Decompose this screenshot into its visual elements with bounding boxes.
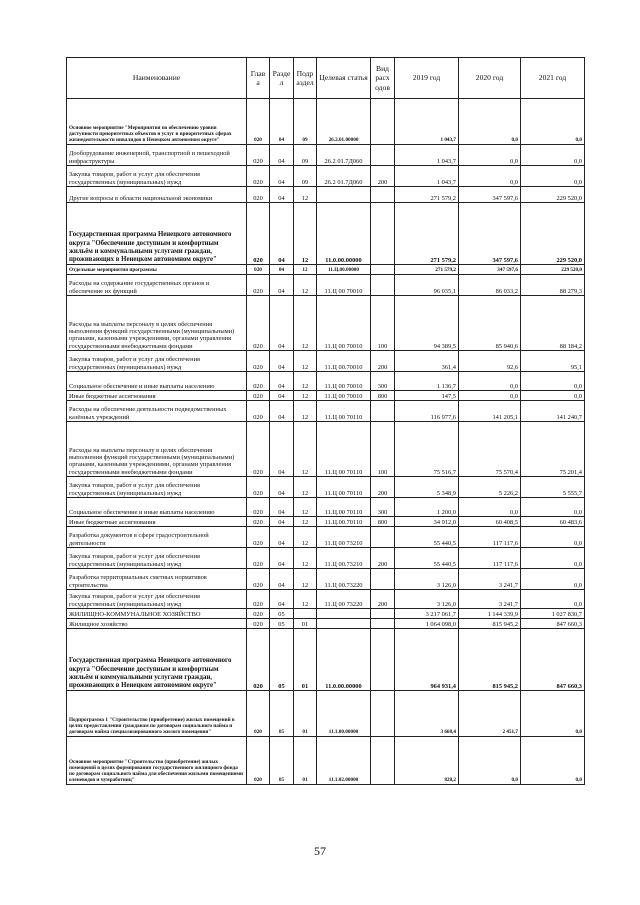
row-value-2021: 847 660,3 bbox=[521, 629, 585, 691]
row-value-2019: 55 440,5 bbox=[395, 527, 459, 548]
row-value-2021: 0,0 bbox=[521, 569, 585, 590]
row-razdel: 04 bbox=[270, 477, 294, 498]
row-podrazdel: 12 bbox=[294, 477, 317, 498]
row-value-2020: 3 241,7 bbox=[459, 590, 521, 609]
row-podrazdel: 01 bbox=[294, 691, 317, 737]
row-razdel: 05 bbox=[270, 629, 294, 691]
row-razdel: 04 bbox=[270, 99, 294, 145]
row-value-2021: 95,1 bbox=[521, 351, 585, 372]
row-podrazdel: 12 bbox=[294, 187, 317, 203]
row-glava: 020 bbox=[247, 422, 270, 477]
row-target-article: 11.Ц 00 70010 bbox=[317, 275, 371, 296]
row-value-2020: 347 597,6 bbox=[459, 187, 521, 203]
row-value-2019: 361,4 bbox=[395, 351, 459, 372]
table-row bbox=[67, 391, 585, 401]
row-expense-type bbox=[371, 99, 395, 145]
row-value-2020: 347 597,6 bbox=[459, 203, 521, 265]
row-name: Закупка товаров, работ и услуг для обеспечения государственных (муниципальных) нужд bbox=[67, 166, 247, 187]
row-value-2019: 96 035,1 bbox=[395, 275, 459, 296]
table-row bbox=[67, 609, 585, 619]
table-row bbox=[67, 351, 585, 372]
row-expense-type bbox=[371, 145, 395, 166]
row-value-2020: 86 033,2 bbox=[459, 275, 521, 296]
table-row bbox=[67, 401, 585, 422]
row-razdel: 04 bbox=[270, 296, 294, 351]
row-podrazdel bbox=[294, 609, 317, 619]
row-value-2019: 1 136,7 bbox=[395, 372, 459, 391]
row-razdel: 05 bbox=[270, 609, 294, 619]
row-target-article bbox=[317, 187, 371, 203]
row-expense-type: 300 bbox=[371, 372, 395, 391]
table-row bbox=[67, 145, 585, 166]
row-podrazdel: 12 bbox=[294, 517, 317, 527]
table-row bbox=[67, 187, 585, 203]
header-year-2020: 2020 год bbox=[459, 58, 521, 99]
row-value-2020: 815 945,2 bbox=[459, 619, 521, 629]
row-razdel: 04 bbox=[270, 187, 294, 203]
row-target-article: 11.Ц.00.00000 bbox=[317, 265, 371, 275]
row-target-article: 11.Ц 00.70010 bbox=[317, 351, 371, 372]
row-value-2019: 3 217 061,7 bbox=[395, 609, 459, 619]
row-glava: 020 bbox=[247, 265, 270, 275]
row-value-2020: 0,0 bbox=[459, 99, 521, 145]
row-podrazdel: 01 bbox=[294, 619, 317, 629]
table-row bbox=[67, 619, 585, 629]
row-glava: 020 bbox=[247, 391, 270, 401]
row-value-2019: 1 043,7 bbox=[395, 99, 459, 145]
row-podrazdel: 12 bbox=[294, 569, 317, 590]
budget-table bbox=[66, 57, 585, 785]
row-target-article: 11.Ц 00 70110 bbox=[317, 477, 371, 498]
row-name: Закупка товаров, работ и услуг для обеспечения государственных (муниципальных) нужд bbox=[67, 477, 247, 498]
row-podrazdel: 12 bbox=[294, 296, 317, 351]
header-expense-type: Вид расх одов bbox=[371, 58, 395, 99]
row-expense-type bbox=[371, 203, 395, 265]
row-glava: 020 bbox=[247, 275, 270, 296]
row-value-2021: 229 520,0 bbox=[521, 265, 585, 275]
table-row bbox=[67, 166, 585, 187]
row-razdel: 05 bbox=[270, 737, 294, 785]
row-value-2020: 815 945,2 bbox=[459, 629, 521, 691]
row-razdel: 04 bbox=[270, 498, 294, 517]
row-target-article: 11.Ц.00 70110 bbox=[317, 498, 371, 517]
row-value-2019: 34 912,0 bbox=[395, 517, 459, 527]
row-expense-type bbox=[371, 187, 395, 203]
row-podrazdel: 12 bbox=[294, 265, 317, 275]
row-podrazdel: 12 bbox=[294, 275, 317, 296]
row-value-2019: 1 064 098,0 bbox=[395, 619, 459, 629]
row-podrazdel: 01 bbox=[294, 737, 317, 785]
row-target-article: 11.Ц 00 70110 bbox=[317, 422, 371, 477]
row-name: Жилищное хозяйство bbox=[67, 619, 247, 629]
table-header-row bbox=[67, 58, 585, 99]
row-value-2021: 0,0 bbox=[521, 391, 585, 401]
row-value-2021: 0,0 bbox=[521, 99, 585, 145]
row-razdel: 04 bbox=[270, 265, 294, 275]
row-name: Закупка товаров, работ и услуг для обеспечения государственных (муниципальных) нужд bbox=[67, 548, 247, 569]
row-value-2019: 55 440,5 bbox=[395, 548, 459, 569]
row-value-2021: 88 279,3 bbox=[521, 275, 585, 296]
row-value-2020: 117 117,6 bbox=[459, 548, 521, 569]
row-value-2021: 1 027 830,7 bbox=[521, 609, 585, 619]
row-razdel: 05 bbox=[270, 619, 294, 629]
row-podrazdel: 09 bbox=[294, 99, 317, 145]
table-row bbox=[67, 203, 585, 265]
row-podrazdel: 09 bbox=[294, 145, 317, 166]
row-name: Расходы на выплаты персоналу в целях обеспечения выполнения функций государственными (муниципальными) органами, казенными учреждениями, органами управления государственными внебюджетными фондами bbox=[67, 296, 247, 351]
row-target-article: 11.Ц 00 70110 bbox=[317, 401, 371, 422]
row-glava: 020 bbox=[247, 351, 270, 372]
row-expense-type bbox=[371, 691, 395, 737]
row-razdel: 04 bbox=[270, 401, 294, 422]
row-glava: 020 bbox=[247, 498, 270, 517]
row-glava: 020 bbox=[247, 569, 270, 590]
row-expense-type bbox=[371, 275, 395, 296]
row-value-2021: 229 520,0 bbox=[521, 187, 585, 203]
row-expense-type: 300 bbox=[371, 498, 395, 517]
row-value-2019: 271 579,2 bbox=[395, 203, 459, 265]
row-value-2019: 1 043,7 bbox=[395, 145, 459, 166]
row-razdel: 04 bbox=[270, 351, 294, 372]
row-name: Подпрограмма 1 "Строительство (приобретение) жилых помещений в целях предоставления гражданам по договорам социального найма и договорам найма специализированного жилого помещения" bbox=[67, 691, 247, 737]
table-row bbox=[67, 590, 585, 609]
row-value-2020: 0,0 bbox=[459, 145, 521, 166]
row-target-article: 26.2.01.00000 bbox=[317, 99, 371, 145]
row-name: Социальное обеспечение и иные выплаты населению bbox=[67, 498, 247, 517]
row-target-article: 26.2 01.7Д060 bbox=[317, 166, 371, 187]
row-value-2019: 94 389,5 bbox=[395, 296, 459, 351]
row-glava: 020 bbox=[247, 372, 270, 391]
row-value-2019: 1 200,0 bbox=[395, 498, 459, 517]
row-glava: 020 bbox=[247, 517, 270, 527]
row-glava: 020 bbox=[247, 590, 270, 609]
row-value-2021: 0,0 bbox=[521, 145, 585, 166]
row-glava: 020 bbox=[247, 619, 270, 629]
row-value-2019: 271 579,2 bbox=[395, 265, 459, 275]
row-glava: 020 bbox=[247, 548, 270, 569]
row-expense-type bbox=[371, 569, 395, 590]
row-name: Расходы на содержание государственных органов и обеспечение их функций bbox=[67, 275, 247, 296]
row-name: Иные бюджетные ассигнования bbox=[67, 391, 247, 401]
table-row bbox=[67, 296, 585, 351]
row-value-2020: 60 408,5 bbox=[459, 517, 521, 527]
row-podrazdel: 12 bbox=[294, 548, 317, 569]
row-expense-type: 200 bbox=[371, 548, 395, 569]
row-name: Иные бюджетные ассигнования bbox=[67, 517, 247, 527]
row-value-2021: 75 201,4 bbox=[521, 422, 585, 477]
row-target-article: 11.0.00.00000 bbox=[317, 629, 371, 691]
row-glava: 020 bbox=[247, 527, 270, 548]
row-razdel: 04 bbox=[270, 527, 294, 548]
header-year-2019: 2019 год bbox=[395, 58, 459, 99]
row-podrazdel: 01 bbox=[294, 629, 317, 691]
table-row bbox=[67, 629, 585, 691]
row-value-2020: 0,0 bbox=[459, 498, 521, 517]
row-expense-type: 200 bbox=[371, 590, 395, 609]
row-glava: 020 bbox=[247, 477, 270, 498]
row-value-2020: 0,0 bbox=[459, 166, 521, 187]
table-row bbox=[67, 372, 585, 391]
table-row bbox=[67, 548, 585, 569]
row-target-article: 11.Ц 00 70010 bbox=[317, 372, 371, 391]
row-razdel: 04 bbox=[270, 372, 294, 391]
row-expense-type bbox=[371, 609, 395, 619]
row-expense-type: 100 bbox=[371, 296, 395, 351]
table-row bbox=[67, 422, 585, 477]
row-value-2021: 0,0 bbox=[521, 166, 585, 187]
row-value-2020: 92,6 bbox=[459, 351, 521, 372]
row-value-2021: 0,0 bbox=[521, 737, 585, 785]
row-name: Расходы на выплаты персоналу в целях обеспечения выполнения функций государственными (муниципальными) органами, казенными учреждениями, органами управления государственными внебюджетными фондами bbox=[67, 422, 247, 477]
row-expense-type bbox=[371, 737, 395, 785]
row-expense-type: 200 bbox=[371, 477, 395, 498]
row-value-2021: 5 555,7 bbox=[521, 477, 585, 498]
row-expense-type: 800 bbox=[371, 391, 395, 401]
row-name: Государственная программа Ненецкого автономного округа "Обеспечение доступным и комфортным жильём и коммунальными услугами граждан, проживающих в Ненецком автономном округе" bbox=[67, 629, 247, 691]
row-glava: 020 bbox=[247, 629, 270, 691]
row-value-2020: 2 451,7 bbox=[459, 691, 521, 737]
row-podrazdel: 12 bbox=[294, 401, 317, 422]
row-name: Разработка документов в сфере градостроительной деятельности bbox=[67, 527, 247, 548]
row-value-2020: 347 597,6 bbox=[459, 265, 521, 275]
row-razdel: 04 bbox=[270, 203, 294, 265]
row-podrazdel: 12 bbox=[294, 203, 317, 265]
row-value-2021: 0,0 bbox=[521, 691, 585, 737]
row-value-2021: 847 660,3 bbox=[521, 619, 585, 629]
table-row bbox=[67, 498, 585, 517]
row-podrazdel: 12 bbox=[294, 351, 317, 372]
header-name: Наименование bbox=[67, 58, 247, 99]
row-value-2021: 60 483,6 bbox=[521, 517, 585, 527]
row-glava: 020 bbox=[247, 609, 270, 619]
row-target-article bbox=[317, 609, 371, 619]
row-value-2021: 141 240,7 bbox=[521, 401, 585, 422]
row-glava: 020 bbox=[247, 99, 270, 145]
row-razdel: 04 bbox=[270, 548, 294, 569]
row-name: ЖИЛИЩНО-КОММУНАЛЬНОЕ ХОЗЯЙСТВО bbox=[67, 609, 247, 619]
row-value-2019: 828,2 bbox=[395, 737, 459, 785]
row-value-2020: 0,0 bbox=[459, 372, 521, 391]
row-value-2021: 0,0 bbox=[521, 498, 585, 517]
row-glava: 020 bbox=[247, 203, 270, 265]
row-expense-type bbox=[371, 401, 395, 422]
table-row bbox=[67, 99, 585, 145]
table-row bbox=[67, 569, 585, 590]
row-podrazdel: 12 bbox=[294, 590, 317, 609]
row-razdel: 04 bbox=[270, 569, 294, 590]
row-razdel: 04 bbox=[270, 166, 294, 187]
table-row bbox=[67, 517, 585, 527]
row-razdel: 04 bbox=[270, 590, 294, 609]
row-value-2019: 3 668,4 bbox=[395, 691, 459, 737]
row-target-article: 26.2 01.7Д060 bbox=[317, 145, 371, 166]
row-name: Другие вопросы в области национальной экономики bbox=[67, 187, 247, 203]
header-target-article: Целевая статья bbox=[317, 58, 371, 99]
row-target-article: 11.1.02.00000 bbox=[317, 737, 371, 785]
table-body bbox=[67, 99, 585, 785]
row-target-article: 11.0.00.00000 bbox=[317, 203, 371, 265]
page-number: 57 bbox=[314, 844, 326, 858]
row-glava: 020 bbox=[247, 401, 270, 422]
row-value-2019: 1 043,7 bbox=[395, 166, 459, 187]
row-name: Основное мероприятие "Мероприятия по обеспечению уровня доступности приоритетных объектов и услуг в приоритетных сферах жизнедеятельности инвалидов в Ненецком автономном округе" bbox=[67, 99, 247, 145]
row-name: Социальное обеспечение и иные выплаты населению bbox=[67, 372, 247, 391]
row-value-2020: 0,0 bbox=[459, 737, 521, 785]
row-razdel: 04 bbox=[270, 275, 294, 296]
row-podrazdel: 12 bbox=[294, 372, 317, 391]
row-expense-type: 200 bbox=[371, 351, 395, 372]
row-value-2020: 3 241,7 bbox=[459, 569, 521, 590]
row-expense-type: 100 bbox=[371, 422, 395, 477]
budget-sheet bbox=[66, 57, 584, 785]
row-glava: 020 bbox=[247, 737, 270, 785]
row-value-2019: 3 126,0 bbox=[395, 590, 459, 609]
header-year-2021: 2021 год bbox=[521, 58, 585, 99]
row-podrazdel: 12 bbox=[294, 422, 317, 477]
row-value-2020: 75 570,4 bbox=[459, 422, 521, 477]
row-value-2019: 3 126,0 bbox=[395, 569, 459, 590]
row-target-article: 11.Ц 00 73210 bbox=[317, 527, 371, 548]
row-value-2021: 229 520,0 bbox=[521, 203, 585, 265]
row-value-2020: 5 226,2 bbox=[459, 477, 521, 498]
row-target-article bbox=[317, 619, 371, 629]
row-value-2020: 117 117,6 bbox=[459, 527, 521, 548]
row-value-2020: 141 205,1 bbox=[459, 401, 521, 422]
row-glava: 020 bbox=[247, 145, 270, 166]
row-value-2020: 85 940,6 bbox=[459, 296, 521, 351]
row-razdel: 04 bbox=[270, 391, 294, 401]
row-target-article: 11.Ц 00.73210 bbox=[317, 548, 371, 569]
table-row bbox=[67, 275, 585, 296]
table-row bbox=[67, 527, 585, 548]
row-name: Основное мероприятие "Строительство (приобретение) жилых помещений в целях формирования государственного жилищного фонда по договорам социального найма для обеспечения жилыми помещениями оленеводов и чумработниц" bbox=[67, 737, 247, 785]
row-value-2021: 0,0 bbox=[521, 548, 585, 569]
row-podrazdel: 12 bbox=[294, 391, 317, 401]
row-expense-type bbox=[371, 619, 395, 629]
row-name: Отдельные мероприятия программы bbox=[67, 265, 247, 275]
table-row bbox=[67, 265, 585, 275]
row-value-2021: 0,0 bbox=[521, 590, 585, 609]
row-target-article: 11.Ц 00.73220 bbox=[317, 569, 371, 590]
row-glava: 020 bbox=[247, 691, 270, 737]
table-row bbox=[67, 691, 585, 737]
row-value-2021: 0,0 bbox=[521, 527, 585, 548]
row-name: Государственная программа Ненецкого автономного округа "Обеспечение доступным и комфортным жильём и коммунальными услугами граждан, проживающих в Ненецком автономном округе" bbox=[67, 203, 247, 265]
row-glava: 020 bbox=[247, 296, 270, 351]
row-name: Закупка товаров, работ и услуг для обеспечения государственных (муниципальных) нужд bbox=[67, 351, 247, 372]
row-value-2019: 147,5 bbox=[395, 391, 459, 401]
row-name: Разработка территориальных сметных нормативов строительства bbox=[67, 569, 247, 590]
row-target-article: 11.Ц 00 70010 bbox=[317, 391, 371, 401]
row-razdel: 05 bbox=[270, 691, 294, 737]
row-razdel: 04 bbox=[270, 422, 294, 477]
row-expense-type: 200 bbox=[371, 166, 395, 187]
row-razdel: 04 bbox=[270, 517, 294, 527]
row-expense-type bbox=[371, 629, 395, 691]
row-podrazdel: 09 bbox=[294, 166, 317, 187]
row-glava: 020 bbox=[247, 187, 270, 203]
row-value-2021: 88 184,2 bbox=[521, 296, 585, 351]
row-target-article: 11.Ц.00.70110 bbox=[317, 517, 371, 527]
row-value-2021: 0,0 bbox=[521, 372, 585, 391]
row-expense-type: 800 bbox=[371, 517, 395, 527]
row-glava: 020 bbox=[247, 166, 270, 187]
row-name: Расходы на обеспечение деятельности подведомственных казённых учреждений bbox=[67, 401, 247, 422]
row-value-2019: 964 931,4 bbox=[395, 629, 459, 691]
table-row bbox=[67, 477, 585, 498]
row-podrazdel: 12 bbox=[294, 498, 317, 517]
row-expense-type bbox=[371, 265, 395, 275]
header-glava: Глав а bbox=[247, 58, 270, 99]
table-row bbox=[67, 737, 585, 785]
row-target-article: 11.Ц 00 70010 bbox=[317, 296, 371, 351]
row-value-2020: 1 144 339,9 bbox=[459, 609, 521, 619]
row-expense-type bbox=[371, 527, 395, 548]
row-target-article: 11.1.00.00000 bbox=[317, 691, 371, 737]
row-value-2019: 75 516,7 bbox=[395, 422, 459, 477]
header-razdel: Разде л bbox=[270, 58, 294, 99]
row-razdel: 04 bbox=[270, 145, 294, 166]
header-podrazdel: Подр аздел bbox=[294, 58, 317, 99]
row-target-article: 11.Ц 00 73220 bbox=[317, 590, 371, 609]
row-name: Закупка товаров, работ и услуг для обеспечения государственных (муниципальных) нужд bbox=[67, 590, 247, 609]
row-name: Дооборудование инженерной, транспортной и пешеходной инфраструктуры bbox=[67, 145, 247, 166]
row-value-2019: 5 348,9 bbox=[395, 477, 459, 498]
row-value-2019: 116 977,6 bbox=[395, 401, 459, 422]
row-value-2019: 271 579,2 bbox=[395, 187, 459, 203]
row-value-2020: 0,0 bbox=[459, 391, 521, 401]
row-podrazdel: 12 bbox=[294, 527, 317, 548]
